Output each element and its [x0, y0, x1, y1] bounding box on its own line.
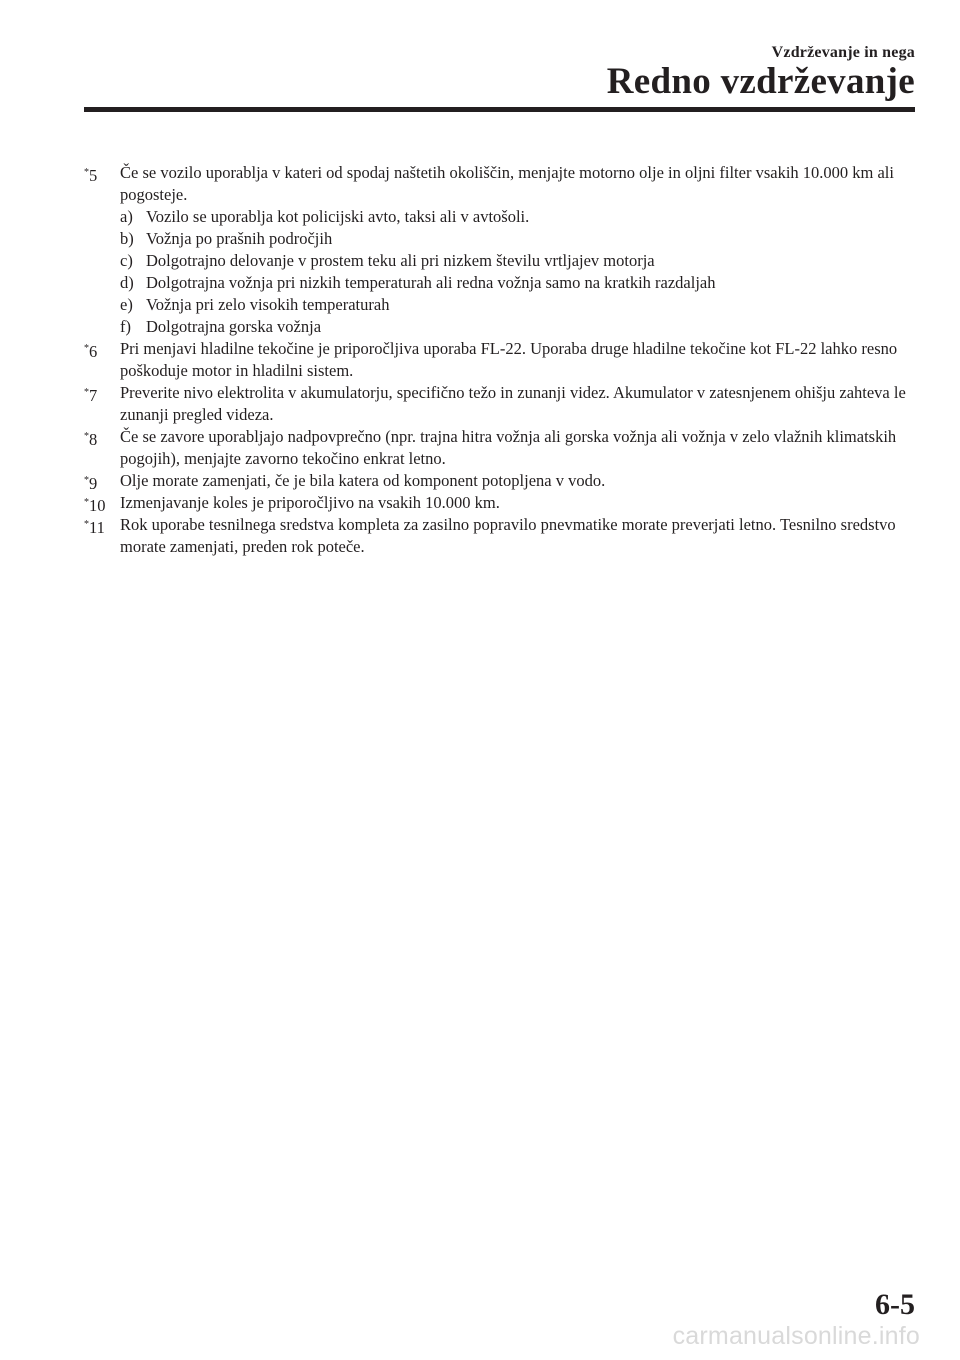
footnote-5	[84, 162, 914, 338]
list-item	[120, 294, 914, 316]
list-item-text: Vozilo se uporablja kot policijski avto, taksi ali v avtošoli.	[146, 207, 530, 226]
list-letter: a)	[120, 207, 133, 226]
footnote-text: Pri menjavi hladilne tekočine je priporočljiva uporaba FL-22. Uporaba druge hladilne tekočine kot FL-22 lahko resno poškoduje motor in hladilni sistem.	[120, 339, 898, 380]
footnote-text: Rok uporabe tesnilnega sredstva kompleta za zasilno popravilo pnevmatike morate preverjati letno. Tesnilno sredstvo morate zamenjati, preden rok poteče.	[120, 515, 896, 556]
footnote-text: Izmenjavanje koles je priporočljivo na vsakih 10.000 km.	[120, 493, 500, 512]
footnote-text: Olje morate zamenjati, če je bila katera od komponent potopljena v vodo.	[120, 471, 606, 490]
footnote-7	[84, 382, 914, 426]
list-item-text: Vožnja pri zelo visokih temperaturah	[146, 295, 390, 314]
list-item	[120, 228, 914, 250]
footnote-marker: *6	[84, 342, 98, 361]
footnote-marker: *11	[84, 518, 105, 537]
footnote-text: Če se zavore uporabljajo nadpovprečno (npr. trajna hitra vožnja ali gorska vožnja ali vožnja v zelo vlažnih klimatskih pogojih), menjajte zavorno tekočino enkrat letno.	[120, 427, 897, 468]
list-letter: f)	[120, 317, 131, 336]
list-letter: b)	[120, 229, 134, 248]
list-item-text: Dolgotrajna vožnja pri nizkih temperaturah ali redna vožnja samo na kratkih razdaljah	[146, 273, 716, 292]
footnote-10	[84, 492, 914, 514]
footnote-marker: *8	[84, 430, 98, 449]
footnote-text: Preverite nivo elektrolita v akumulatorju, specifično težo in zunanji videz. Akumulator v zatesnjenem ohišju zahteva le zunanji pregled videza.	[120, 383, 906, 424]
footnote-8	[84, 426, 914, 470]
page-number: 6-5	[875, 1288, 915, 1321]
footnote-marker: *5	[84, 166, 98, 185]
list-letter: e)	[120, 295, 133, 314]
watermark: carmanualsonline.info	[672, 1322, 920, 1350]
list-item-text: Dolgotrajno delovanje v prostem teku ali pri nizkem številu vrtljajev motorja	[146, 251, 655, 270]
list-item-text: Vožnja po prašnih področjih	[146, 229, 333, 248]
footnote-marker: *7	[84, 386, 98, 405]
list-item	[120, 250, 914, 272]
list-letter: d)	[120, 273, 134, 292]
header-rule	[84, 107, 915, 112]
footnotes-list	[84, 162, 914, 558]
section-label: Vzdrževanje in nega	[771, 44, 915, 61]
footnote-text: Če se vozilo uporablja v kateri od spodaj naštetih okoliščin, menjajte motorno olje in oljni filter vsakih 10.000 km ali pogosteje.	[120, 163, 894, 204]
list-letter: c)	[120, 251, 133, 270]
list-item	[120, 316, 914, 338]
list-item-text: Dolgotrajna gorska vožnja	[146, 317, 322, 336]
footnote-marker: *9	[84, 474, 98, 493]
page-title: Redno vzdrževanje	[606, 61, 915, 102]
footnote-9	[84, 470, 914, 492]
list-item	[120, 272, 914, 294]
footnote-6	[84, 338, 914, 382]
footnote-marker: *10	[84, 496, 106, 515]
list-item	[120, 206, 914, 228]
footnote-11	[84, 514, 914, 558]
